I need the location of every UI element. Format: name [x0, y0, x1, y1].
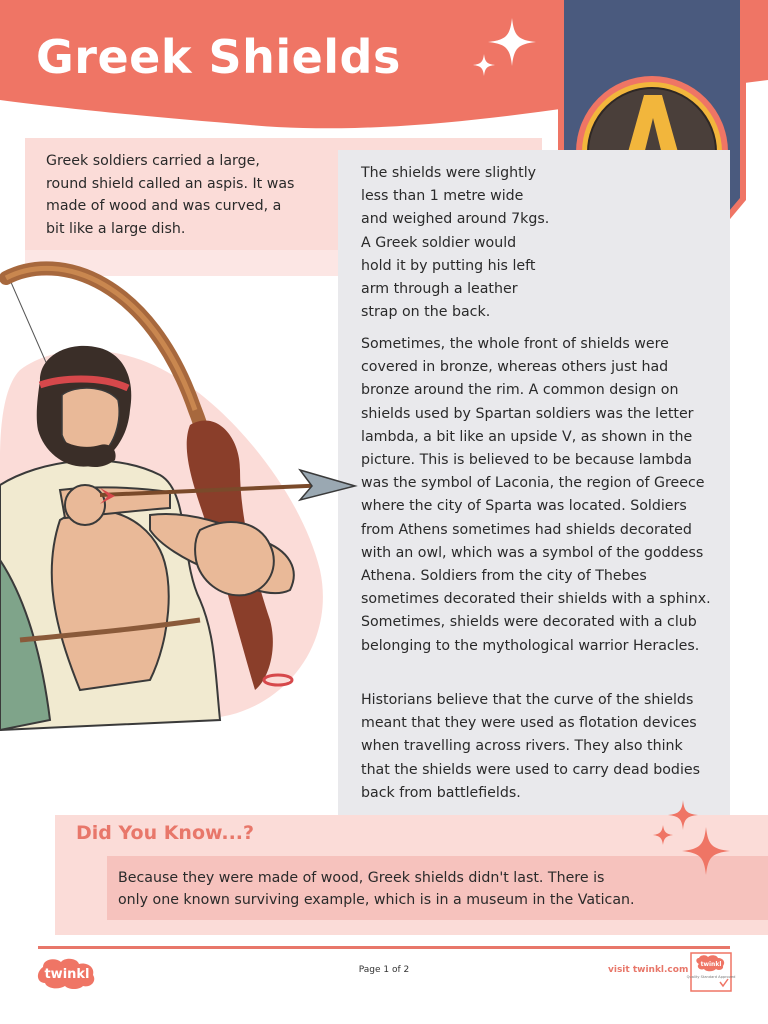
did-you-know-title: Did You Know...? — [76, 822, 255, 844]
footer-divider — [38, 946, 730, 949]
page-number: Page 1 of 2 — [358, 965, 410, 975]
body-paragraph-2: Sometimes, the whole front of shields were covered in bronze, whereas others just had bronze around the rim. A common design on shields used by Spartan soldiers was the letter lambda, a bit like an upside V, as shown in the picture. This is believed to be because lambda was the symbol of Laconia, the region of Greece where the city of Sparta was located. Soldiers from Athens sometimes had shields decorated with an owl, which was a symbol of the goddess Athena. Soldiers from the city of Thebes sometimes decorated their shields with a sphinx. Sometimes, shields were decorated with a club belonging to the mythological warrior Heracles. — [361, 336, 711, 654]
svg-text:twinkl: twinkl — [44, 967, 90, 982]
page-title: Greek Shields — [36, 30, 401, 84]
body-paragraph-3: Historians believe that the curve of the shields meant that they were used as flotation devices when travelling across rivers. They also think that the shields were used to carry dead bodies back from battlefields. — [361, 692, 701, 801]
sparkle-icon — [648, 795, 743, 890]
quality-badge-icon — [686, 952, 736, 992]
sparkle-icon — [468, 14, 548, 84]
twinkl-logo[interactable] — [35, 955, 99, 989]
svg-text:Quality Standard Approved: Quality Standard Approved — [686, 975, 736, 979]
body-paragraph-1: The shields were slightly less than 1 metre wide and weighed around 7kgs. A Greek soldier would hold it by putting his left arm through a leather strap on the back. — [361, 165, 550, 321]
visit-link[interactable]: visit twinkl.com — [608, 965, 689, 975]
svg-text:twinkl: twinkl — [700, 961, 722, 968]
did-you-know-text: Because they were made of wood, Greek shields didn't last. There is only one known surviving example, which is in a museum in the Vatican. — [118, 870, 635, 908]
archer-illustration — [0, 260, 360, 730]
intro-text: Greek soldiers carried a large, round shield called an aspis. It was made of wood and was curved, a bit like a large dish. — [46, 153, 295, 237]
